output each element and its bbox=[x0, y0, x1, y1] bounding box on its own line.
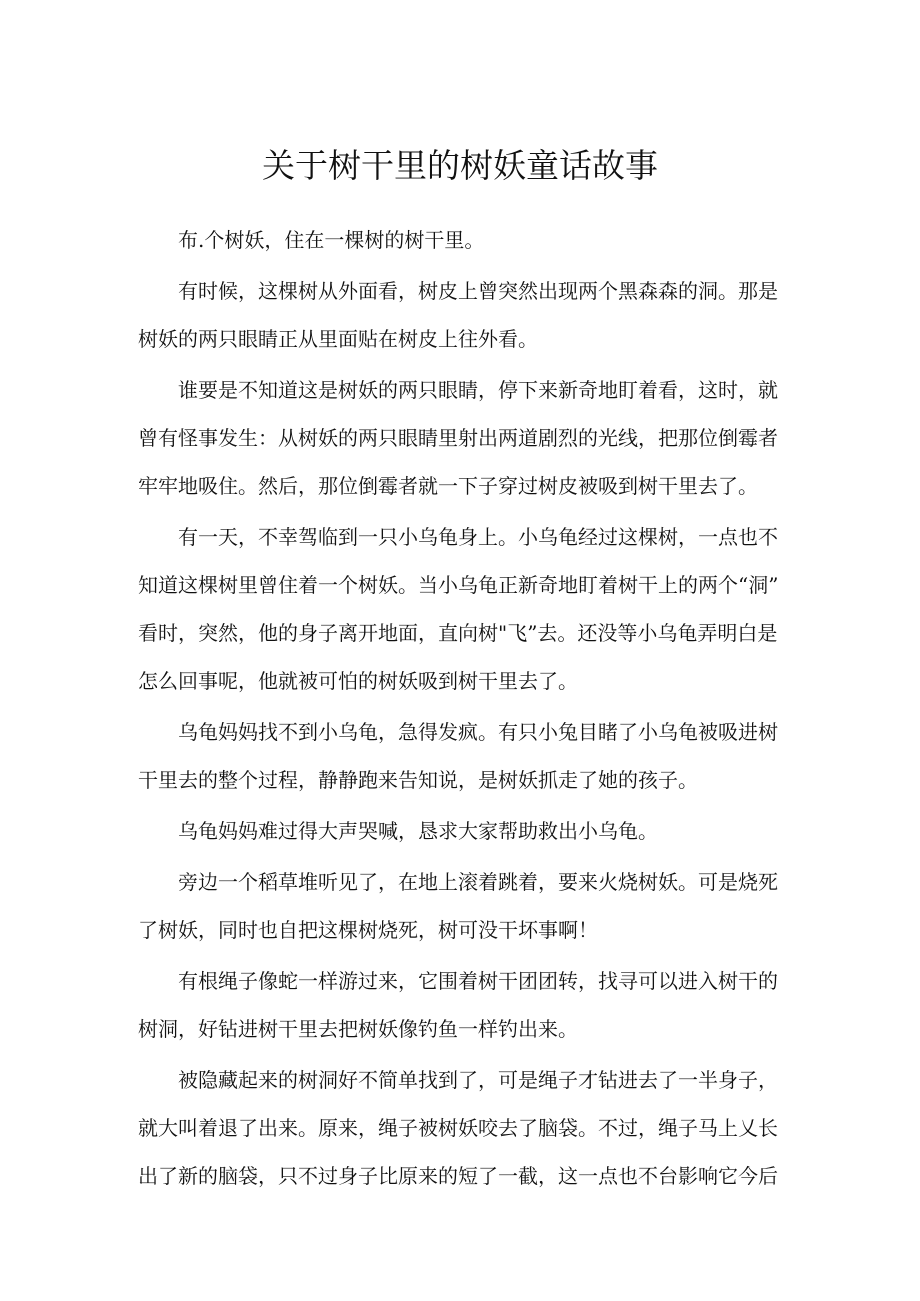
document-body bbox=[138, 216, 788, 1203]
paragraph-5 bbox=[138, 708, 788, 804]
text-line: 牢牢地吸住。然后，那位倒霉者就一下子穿过树皮被吸到树干里去了。 bbox=[138, 474, 758, 498]
paragraph-4 bbox=[138, 513, 788, 705]
text-line: 谁要是不知道这是树妖的两只眼睛，停下来新奇地盯着看，这时，就 bbox=[178, 378, 778, 402]
paragraph-1 bbox=[138, 216, 788, 264]
text-line: 怎么回事呢，他就被可怕的树妖吸到树干里去了。 bbox=[138, 669, 578, 693]
text-line: 树妖的两只眼睛正从里面贴在树皮上往外看。 bbox=[138, 327, 538, 351]
text-line: 知道这棵树里曾住着一个树妖。当小乌龟正新奇地盯着树干上的两个“洞” bbox=[138, 573, 779, 597]
paragraph-2 bbox=[138, 267, 788, 363]
paragraph-8 bbox=[138, 957, 788, 1053]
text-line: 干里去的整个过程，静静跑来告知说，是树妖抓走了她的孩子。 bbox=[138, 768, 698, 792]
paragraph-6 bbox=[138, 807, 788, 855]
paragraph-9 bbox=[138, 1056, 788, 1200]
text-line: 乌龟妈妈难过得大声哭喊，恳求大家帮助救出小乌龟。 bbox=[178, 819, 658, 843]
text-line: 出了新的脑袋，只不过身子比原来的短了一截，这一点也不台影响它今后 bbox=[138, 1164, 778, 1188]
text-line: 曾有怪事发生：从树妖的两只眼睛里射出两道剧烈的光线，把那位倒霉者 bbox=[138, 426, 778, 450]
text-line: 被隐藏起来的树洞好不简单找到了，可是绳子才钻进去了一半身子， bbox=[178, 1068, 778, 1092]
text-line: 乌龟妈妈找不到小乌龟，急得发疯。有只小兔目睹了小乌龟被吸进树 bbox=[178, 720, 778, 744]
text-line: 布.个树妖，住在一棵树的树干里。 bbox=[178, 228, 485, 252]
paragraph-7 bbox=[138, 858, 788, 954]
text-line: 有根绳子像蛇一样游过来，它围着树干团团转，找寻可以进入树干的 bbox=[178, 969, 778, 993]
text-line: 就大叫着退了出来。原来，绳子被树妖咬去了脑袋。不过，绳子马上乂长 bbox=[138, 1116, 778, 1140]
text-line: 旁边一个稻草堆听见了，在地上滚着跳着，要来火烧树妖。可是烧死 bbox=[178, 870, 778, 894]
text-line: 树洞，好钻进树干里去把树妖像钓鱼一样钓出来。 bbox=[138, 1017, 578, 1041]
text-line: 看时，突然，他的身子离开地面，直向树"飞”去。还没等小乌龟弄明白是 bbox=[138, 621, 778, 645]
text-line: 有时候，这棵树从外面看，树皮上曾突然出现两个黑森森的洞。那是 bbox=[178, 279, 778, 303]
document-title: 关于树干里的树妖童话故事 bbox=[262, 146, 658, 185]
text-line: 有一天，不幸驾临到一只小乌龟身上。小乌龟经过这棵树，一点也不 bbox=[178, 525, 778, 549]
paragraph-3 bbox=[138, 366, 788, 510]
text-line: 了树妖，同时也自把这棵树烧死，树可没干坏事啊！ bbox=[138, 918, 598, 942]
